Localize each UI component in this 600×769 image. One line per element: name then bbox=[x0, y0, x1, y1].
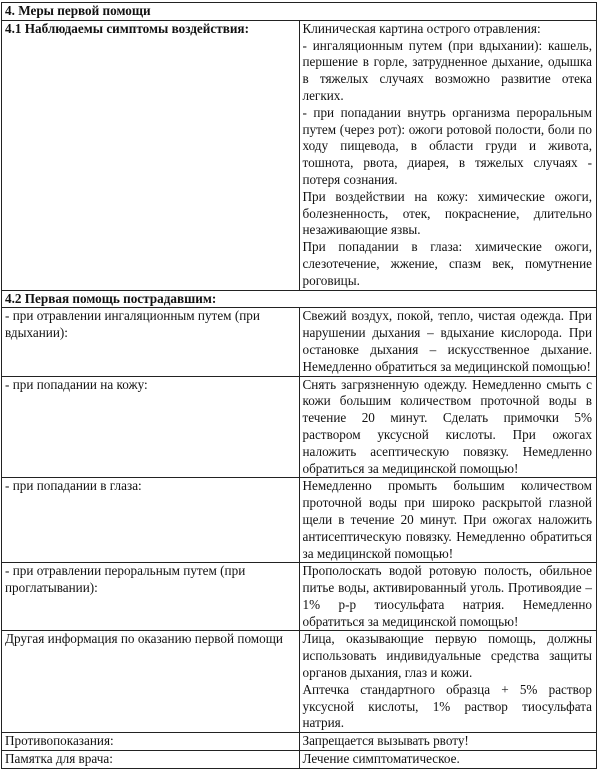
row-text-oral: Прополоскать водой ротовую полость, обильное питье воды, активированный уголь. Противоядие – 1% р-р тиосульфата натрия. Немедленно обратиться за медицинской помощью! bbox=[299, 563, 597, 631]
other-info-ppe: Лица, оказывающие первую помощь, должны использовать индивидуальные средства защиты органов дыхания, глаз и кожи. bbox=[302, 631, 592, 681]
section-4-title: 4. Меры первой помощи bbox=[2, 3, 597, 21]
first-aid-table bbox=[1, 2, 597, 769]
symptoms-row bbox=[2, 20, 597, 290]
row-text-inhalation: Свежий воздух, покой, тепло, чистая одежда. При нарушении дыхания – вдыхание кислорода. При остановке дыхания – искусственное дыхание. Немедленно обратиться за медицинской помощью! bbox=[299, 308, 597, 376]
contraindications-label: Противопоказания: bbox=[2, 733, 300, 751]
row-text-skin: Снять загрязненную одежду. Немедленно смыть с кожи большим количеством проточной воды в течение 20 минут. Сделать примочки 5% раствором уксусной кислоты. При ожогах наложить асептическую повязку. Немедленно обратиться за медицинской помощью! bbox=[299, 376, 597, 478]
section-title-row bbox=[2, 3, 597, 21]
section-4-2-title: 4.2 Первая помощь пострадавшим: bbox=[2, 290, 597, 308]
symptoms-eyes: При попадании в глаза: химические ожоги, слезотечение, жжение, спазм век, помутнение роговицы. bbox=[302, 239, 592, 288]
doctor-memo-label: Памятка для врача: bbox=[2, 751, 300, 769]
table-row bbox=[2, 563, 597, 631]
other-info-label: Другая информация по оказанию первой помощи bbox=[2, 631, 300, 733]
symptoms-oral: - при попадании внутрь организма пероральным путем (через рот): ожоги ротовой полости, боли по ходу пищевода, в области груди и живота, тошнота, рвота, диарея, в тяжелых случаях - потеря сознания. bbox=[302, 104, 592, 187]
table-row bbox=[2, 376, 597, 478]
symptoms-skin: При воздействии на кожу: химические ожоги, болезненность, отек, покраснение, длительно незаживающие язвы. bbox=[302, 188, 592, 238]
row-label-inhalation: - при отравлении ингаляционным путем (при вдыхании): bbox=[2, 308, 300, 376]
other-info-kit: Аптечка стандартного образца + 5% раствор уксусной кислоты, 1% раствор тиосульфата натрия. bbox=[302, 681, 592, 731]
contraindications-text: Запрещается вызывать рвоту! bbox=[299, 733, 597, 751]
other-info-text bbox=[299, 631, 597, 733]
symptoms-intro: Клиническая картина острого отравления: bbox=[302, 20, 541, 36]
table-row bbox=[2, 308, 597, 376]
symptoms-label: 4.1 Наблюдаемы симптомы воздействия: bbox=[2, 20, 300, 290]
other-info-row bbox=[2, 631, 597, 733]
row-label-skin: - при попадании на кожу: bbox=[2, 376, 300, 478]
symptoms-inhalation: - ингаляционным путем (при вдыхании): кашель, першение в горле, затрудненное дыхание, одышка в тяжелых случаях возможно развитие отека легких. bbox=[302, 37, 592, 103]
doctor-memo-text: Лечение симптоматическое. bbox=[299, 751, 597, 769]
contraindications-row bbox=[2, 733, 597, 751]
first-aid-title-row bbox=[2, 290, 597, 308]
table-row bbox=[2, 478, 597, 563]
row-text-eyes: Немедленно промыть большим количеством проточной воды при широко раскрытой глазной щели в течение 20 минут. При ожогах наложить антисептическую повязку. Немедленно обратиться за медицинской помощью! bbox=[299, 478, 597, 563]
doctor-memo-row bbox=[2, 751, 597, 769]
row-label-oral: - при отравлении пероральным путем (при проглатывании): bbox=[2, 563, 300, 631]
symptoms-text bbox=[299, 20, 597, 290]
row-label-eyes: - при попадании в глаза: bbox=[2, 478, 300, 563]
